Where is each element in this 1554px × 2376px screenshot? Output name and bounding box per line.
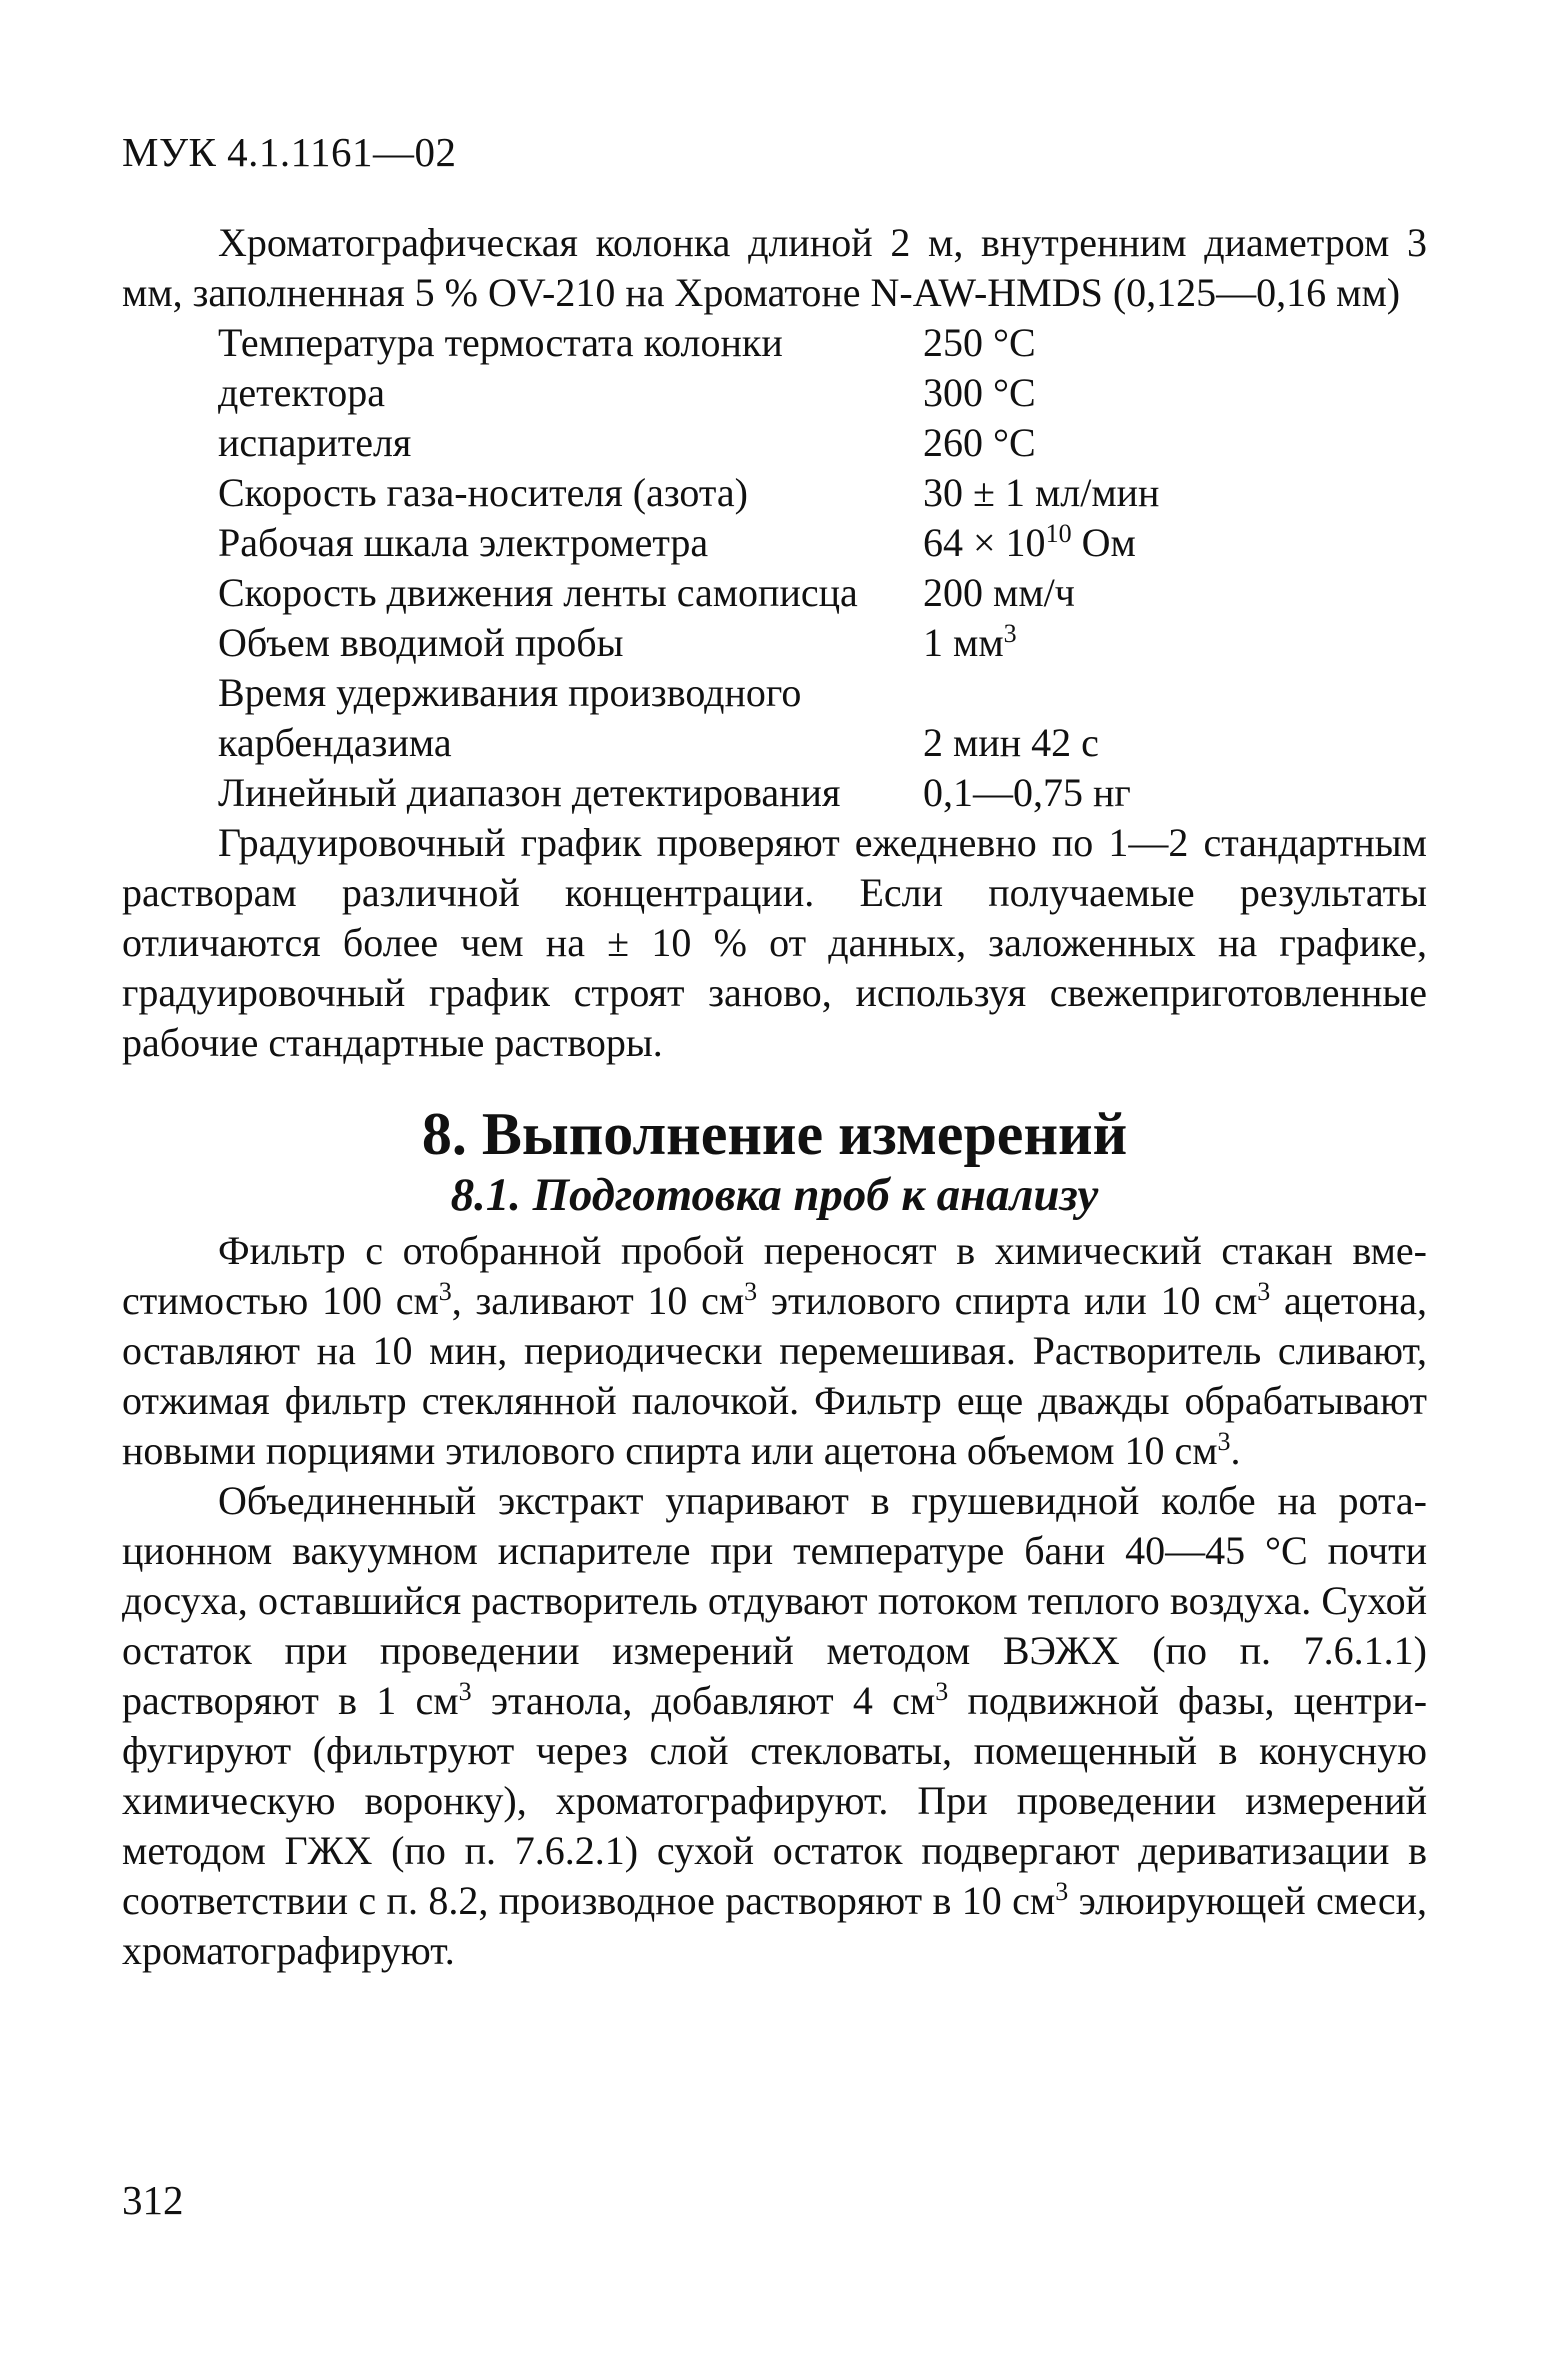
text-run: Фильтр с отобранной пробой переносят в химический стакан вместимостью 100 см — [122, 1228, 1427, 1323]
superscript: 3 — [458, 1677, 472, 1706]
condition-label: Скорость движения ленты самописца — [218, 570, 858, 615]
condition-label: Линейный диапазон детектирования — [218, 770, 841, 815]
section-heading: 8. Выполнение измерений — [421, 1101, 1128, 1167]
superscript: 3 — [1055, 1877, 1069, 1906]
condition-value — [923, 618, 1427, 668]
value-base: 1 мм — [923, 620, 1004, 665]
value-base: 64 × 10 — [923, 520, 1046, 565]
condition-value: 2 мин 42 с — [923, 720, 1099, 765]
condition-row — [218, 618, 1427, 668]
superscript: 3 — [1217, 1427, 1231, 1456]
condition-row — [218, 668, 1427, 718]
superscript: 3 — [1257, 1277, 1271, 1306]
page-number: 312 — [122, 2177, 184, 2223]
condition-label: Температура термостата колонки — [218, 320, 783, 365]
condition-value: 200 мм/ч — [923, 570, 1075, 615]
sample-preparation-paragraph — [122, 1226, 1427, 1476]
condition-label: Объем вводимой пробы — [218, 620, 624, 665]
condition-row — [218, 718, 1427, 768]
condition-value: 0,1—0,75 нг — [923, 770, 1131, 815]
text-run: этилового спирта или 10 см — [757, 1278, 1258, 1323]
condition-label: Время удерживания производного — [218, 670, 802, 715]
condition-value: 250 °C — [923, 320, 1036, 365]
chromatography-conditions — [218, 318, 1427, 818]
column-description-paragraph: Хроматографическая колонка длиной 2 м, внутренним диаметром 3 мм, заполненная 5 % OV-210 на Хроматоне N-AW-HMDS (0,125—0,16 мм) — [122, 220, 1427, 315]
text-run: этанола, добавляют 4 см — [471, 1678, 936, 1723]
subsection-heading: 8.1. Подготовка проб к анализу — [450, 1169, 1099, 1221]
text-run: Объединенный экстракт упаривают в грушевидной колбе на ротационном вакуумном испарителе при температуре бани 40—45 °C почти досуха, оставшийся растворитель отдувают потоком теплого воздуха. Сухой остаток при проведении измерений методом ВЭЖХ (по п. 7.6.1.1) растворяют в 1 см — [122, 1478, 1427, 1723]
condition-label: Скорость газа-носителя (азота) — [218, 470, 748, 515]
text-run: элюирующей смеси, хроматографируют. — [122, 1878, 1427, 1973]
condition-value — [923, 518, 1427, 568]
page-body — [122, 218, 1427, 1976]
running-header-doc-code: МУК 4.1.1161—02 — [122, 129, 457, 175]
condition-row — [218, 768, 1427, 818]
value-exponent: 3 — [1003, 619, 1017, 648]
condition-label: карбендазима — [218, 720, 452, 765]
calibration-paragraph: Градуировочный график проверяют ежедневно по 1—2 стандартным растворам различной концентрации. Если получаемые результаты отличаются более чем на ± 10 % от данных, заложенных на графике, градуировочный график строят заново, используя свежеприготовленные рабочие стандартные растворы. — [122, 820, 1427, 1065]
extract-processing-paragraph — [122, 1476, 1427, 1976]
condition-value: 300 °C — [923, 370, 1036, 415]
condition-label: испарителя — [218, 420, 412, 465]
condition-label: Рабочая шкала электрометра — [218, 520, 709, 565]
condition-row — [218, 468, 1427, 518]
condition-value: 30 ± 1 мл/мин — [923, 470, 1160, 515]
text-run: ацетона, оставляют на 10 мин, периодически перемешивая. Растворитель сливают, отжимая фильтр стеклянной палочкой. Фильтр еще дважды обрабатывают новыми порциями этилового спирта или ацетона объемом 10 см — [122, 1278, 1428, 1473]
text-run: , заливают 10 см — [451, 1278, 745, 1323]
superscript: 3 — [935, 1677, 949, 1706]
condition-row — [218, 368, 1427, 418]
text-run: подвижной фазы, центрифугируют (фильтруют через слой стекловаты, помещенный в конусную химическую воронку), хроматографируют. При проведении измерений методом ГЖХ (по п. 7.6.2.1) сухой остаток подвергают дериватизации в соответствии с п. 8.2, производное растворяют в 10 см — [122, 1678, 1428, 1923]
superscript: 3 — [744, 1277, 758, 1306]
value-exponent: 10 — [1045, 519, 1072, 548]
condition-row — [218, 518, 1427, 568]
text-run: . — [1230, 1428, 1241, 1473]
condition-value: 260 °C — [923, 420, 1036, 465]
value-unit: Ом — [1071, 520, 1136, 565]
condition-row — [218, 318, 1427, 368]
condition-label: детектора — [218, 370, 385, 415]
condition-row — [218, 568, 1427, 618]
condition-row — [218, 418, 1427, 468]
superscript: 3 — [438, 1277, 452, 1306]
